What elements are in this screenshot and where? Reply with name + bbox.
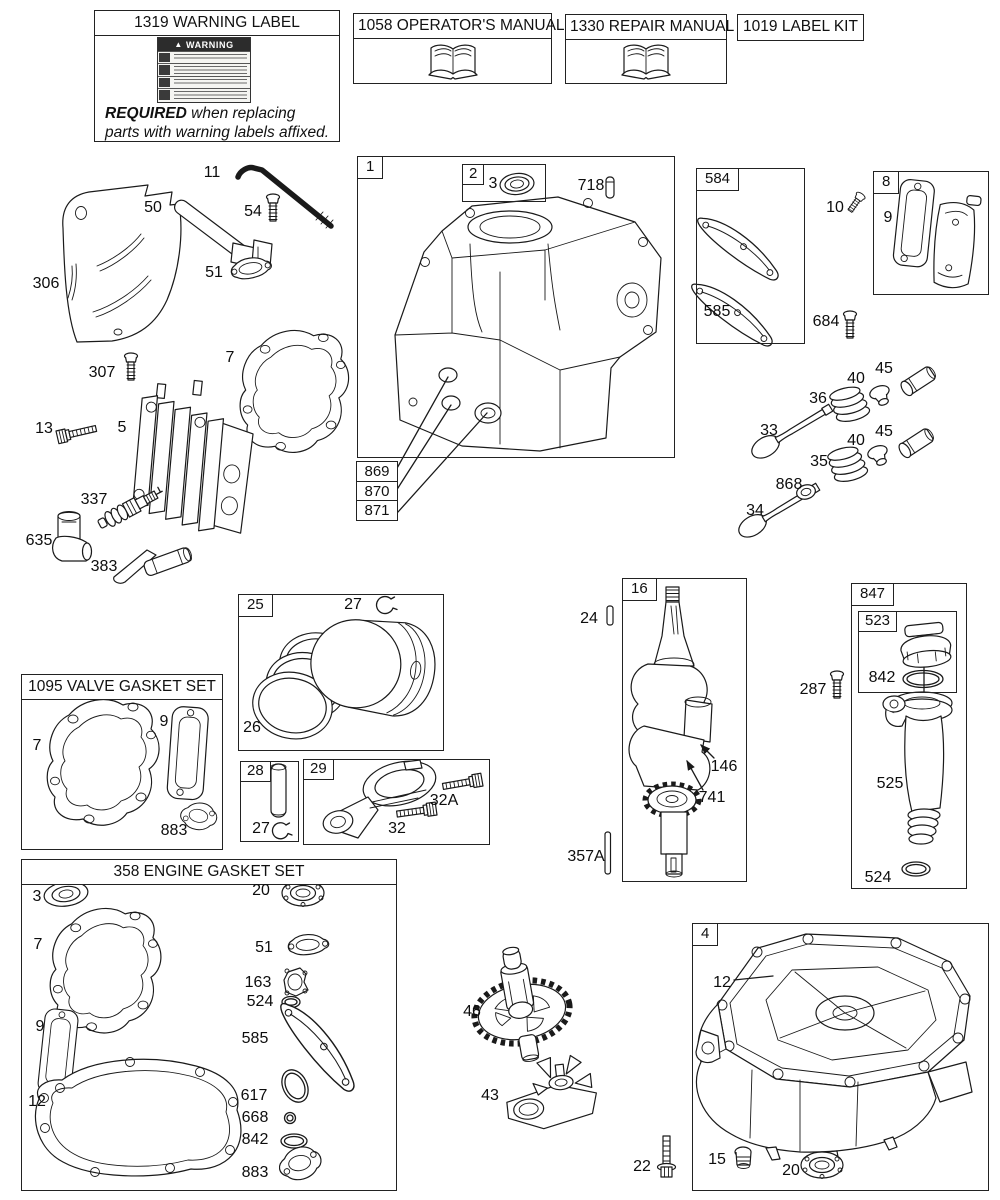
callout-383: 383	[90, 558, 118, 575]
label-kit-box	[737, 14, 864, 41]
group-box-25-label: 25	[239, 595, 273, 617]
callout-34: 34	[746, 502, 764, 519]
part-22-bolt	[658, 1136, 676, 1177]
callout-43: 43	[481, 1087, 499, 1104]
part-40-retainer-b	[866, 443, 891, 468]
warning-sticker-row	[158, 63, 250, 75]
callout-11: 11	[203, 164, 221, 181]
callout-883-a: 883	[160, 822, 188, 839]
repair-manual-box	[565, 14, 735, 84]
fuel-pictogram-icon	[159, 65, 170, 74]
callout-22: 22	[633, 1158, 651, 1175]
callout-15: 15	[708, 1151, 726, 1168]
operators-manual-title: 1058 OPERATOR'S MANUAL	[354, 14, 551, 39]
callout-12-a: 12	[28, 1093, 46, 1110]
callout-287: 287	[799, 681, 827, 698]
callout-45-b: 45	[875, 423, 893, 440]
group-box-29-label: 29	[304, 760, 334, 780]
open-book-icon	[620, 42, 672, 82]
callout-524-a: 524	[864, 869, 892, 886]
group-box-4	[692, 923, 989, 1191]
part-357a-key	[605, 832, 611, 874]
callout-668: 668	[241, 1109, 269, 1126]
operators-manual-box	[353, 13, 565, 84]
required-word: REQUIRED	[105, 105, 187, 122]
callout-35: 35	[810, 453, 828, 470]
group-box-584-label: 584	[697, 169, 739, 191]
callout-585: 585	[703, 303, 731, 320]
callout-20-a: 20	[252, 882, 270, 899]
warning-label-box	[94, 10, 340, 142]
callout-27-b: 27	[252, 820, 270, 837]
warning-sticker-header	[158, 38, 250, 51]
callout-524-b: 524	[246, 993, 274, 1010]
ref-box-870: 870	[356, 481, 398, 502]
callout-3-b: 3	[32, 888, 42, 905]
callout-51: 51	[205, 264, 223, 281]
warning-sticker	[157, 37, 251, 103]
group-box-8-label: 8	[874, 172, 899, 194]
callout-54: 54	[244, 203, 262, 220]
callout-842-a: 842	[868, 669, 896, 686]
fume-pictogram-icon	[159, 78, 170, 87]
callout-3: 3	[488, 175, 498, 192]
part-13-bolt	[56, 422, 97, 444]
callout-146: 146	[710, 758, 738, 775]
callout-27-a: 27	[344, 596, 362, 613]
callout-50: 50	[144, 199, 162, 216]
callout-51-b: 51	[255, 939, 273, 956]
group-box-16	[622, 578, 747, 882]
part-7-head-gasket	[240, 330, 348, 452]
part-5-cylinder-head	[129, 375, 258, 535]
required-rest: when replacing parts with warning labels affixed.	[105, 105, 330, 141]
ref-box-869: 869	[356, 461, 398, 482]
repair-manual-title: 1330 REPAIR MANUAL	[566, 15, 726, 40]
part-45-tappet-b	[897, 426, 936, 459]
part-307-screw	[125, 353, 138, 380]
sticker-text-lines	[174, 91, 247, 98]
manual-pictogram-icon	[159, 53, 170, 62]
callout-12-b: 12	[713, 974, 731, 991]
open-book-icon	[427, 42, 479, 82]
warning-sticker-row	[158, 51, 250, 63]
sticker-text-lines	[174, 54, 247, 61]
group-box-2-label: 2	[463, 165, 484, 185]
group-box-8	[873, 171, 989, 295]
callout-7: 7	[225, 349, 235, 366]
callout-9: 9	[883, 209, 893, 226]
callout-718: 718	[577, 177, 605, 194]
engine-gasket-set-box	[21, 859, 397, 1191]
callout-13: 13	[35, 420, 53, 437]
callout-307: 307	[88, 364, 116, 381]
callout-32: 32	[388, 820, 406, 837]
callout-9-c: 9	[35, 1018, 45, 1035]
ref-box-871: 871	[356, 500, 398, 521]
required-note	[105, 105, 333, 143]
group-box-2	[462, 164, 546, 202]
warning-sticker-word: WARNING	[185, 40, 234, 50]
callout-163: 163	[244, 974, 272, 991]
callout-40-a: 40	[847, 370, 865, 387]
label-kit-title: 1019 LABEL KIT	[738, 15, 863, 39]
engine-gasket-set-title: 358 ENGINE GASKET SET	[22, 860, 396, 885]
group-box-847-label: 847	[852, 584, 894, 606]
part-684-screw	[844, 311, 857, 338]
part-43-governor	[503, 1053, 600, 1132]
callout-32a: 32A	[429, 792, 459, 809]
callout-45-a: 45	[875, 360, 893, 377]
callout-33: 33	[760, 422, 778, 439]
part-36-valve-spring	[829, 384, 872, 425]
part-287-screw	[831, 671, 844, 698]
valve-gasket-set-box	[21, 674, 223, 850]
part-306-shield	[63, 185, 181, 342]
sticker-text-lines	[174, 79, 247, 86]
callout-617: 617	[240, 1087, 268, 1104]
callout-357a: 357A	[567, 848, 605, 865]
callout-525: 525	[876, 775, 904, 792]
callout-46: 46	[463, 1003, 481, 1020]
callout-20-b: 20	[782, 1162, 800, 1179]
callout-585-b: 585	[241, 1030, 269, 1047]
callout-40-b: 40	[847, 432, 865, 449]
callout-9-b: 9	[159, 713, 169, 730]
group-box-523-label: 523	[859, 612, 897, 632]
group-box-16-label: 16	[623, 579, 657, 601]
callout-10: 10	[826, 199, 844, 216]
group-box-25	[238, 594, 444, 751]
group-box-4-label: 4	[693, 924, 718, 946]
callout-635: 635	[25, 532, 53, 549]
callout-5: 5	[117, 419, 127, 436]
callout-36: 36	[809, 390, 827, 407]
part-10-screw	[846, 191, 866, 214]
warning-sticker-row	[158, 76, 250, 88]
part-635-spark-plug-boot	[53, 512, 92, 562]
part-40-retainer-a	[868, 383, 893, 408]
callout-7-c: 7	[33, 936, 43, 953]
callout-741: 741	[698, 789, 726, 806]
part-45-tappet-a	[899, 364, 938, 397]
part-24-key	[607, 606, 613, 625]
part-54-screw	[267, 194, 280, 221]
group-box-1-label: 1	[358, 157, 383, 179]
part-383-tool	[114, 546, 194, 583]
callout-337: 337	[80, 491, 108, 508]
sticker-text-lines	[174, 66, 247, 73]
callout-24: 24	[580, 610, 598, 627]
valve-gasket-set-title: 1095 VALVE GASKET SET	[22, 675, 222, 700]
callout-684: 684	[812, 313, 840, 330]
warning-triangle-icon: ▲	[174, 40, 183, 49]
warning-label-title: 1319 WARNING LABEL	[95, 11, 339, 36]
group-box-28-label: 28	[241, 762, 271, 782]
callout-306: 306	[32, 275, 60, 292]
callout-26: 26	[243, 719, 261, 736]
callout-7-b: 7	[32, 737, 42, 754]
hot-surface-pictogram-icon	[159, 90, 170, 99]
callout-883-b: 883	[241, 1164, 269, 1181]
warning-sticker-row	[158, 88, 250, 100]
callout-868: 868	[775, 476, 803, 493]
callout-842-b: 842	[241, 1131, 269, 1148]
ref-box-stack	[356, 461, 398, 521]
